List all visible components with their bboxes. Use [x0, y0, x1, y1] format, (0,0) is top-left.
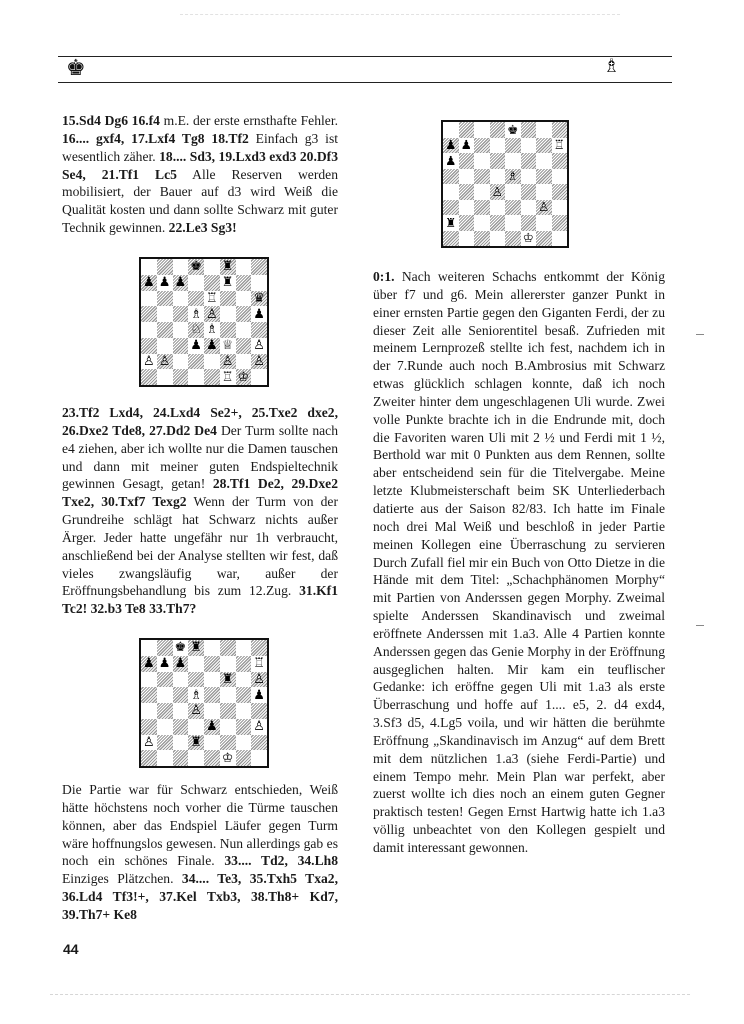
black-pawn-icon: ♟ — [253, 306, 265, 322]
board-square — [220, 750, 236, 766]
board-square — [157, 672, 173, 688]
board-square — [459, 169, 475, 185]
board-square — [220, 656, 236, 672]
board-square — [536, 153, 552, 169]
chess-notation: 0:1. — [373, 269, 395, 284]
black-rook-icon: ♜ — [221, 275, 234, 291]
board-square — [157, 687, 173, 703]
board-square — [474, 169, 490, 185]
black-rook-icon: ♜ — [190, 734, 202, 750]
white-pawn-icon: ♙ — [253, 671, 265, 687]
board-square — [521, 215, 537, 231]
board-square — [459, 231, 475, 247]
board-square — [173, 640, 189, 656]
board-square — [521, 184, 537, 200]
left-paragraph-3 — [62, 781, 338, 924]
board-square — [220, 703, 236, 719]
board-square — [188, 369, 204, 385]
chess-notation: 33.... Td2, 34.Lh8 — [224, 853, 338, 869]
board-square — [173, 369, 189, 385]
white-rook-icon: ♖ — [253, 656, 265, 672]
board-square — [490, 138, 506, 154]
commentary-text: m.E. der erste ernsthafte Fehler. — [159, 113, 338, 128]
board-square — [505, 122, 521, 138]
paragraph-text — [62, 781, 338, 924]
board-square — [220, 672, 236, 688]
commentary-text: Einziges Plätzchen. — [62, 871, 182, 887]
board-square — [474, 231, 490, 247]
white-rook-icon: ♖ — [221, 369, 234, 385]
chess-notation: 16.... gxf4, 17.Lxf4 Tg8 18.Tf2 — [62, 130, 249, 146]
board-square — [251, 354, 267, 370]
board-square — [157, 259, 173, 275]
board-square — [220, 354, 236, 370]
board-square — [204, 306, 220, 322]
black-pawn-icon: ♟ — [174, 656, 187, 672]
board-square — [443, 169, 459, 185]
board-square — [443, 122, 459, 138]
board-square — [251, 259, 267, 275]
scan-edge-bottom — [50, 994, 690, 995]
board-square — [251, 322, 267, 338]
board-square — [251, 640, 267, 656]
left-paragraph-2 — [62, 404, 338, 618]
chess-notation: 18.... Sd3, 19.Lxd3 exd3 20.Df3 Se4, 21.Tf1 Lc5 — [62, 148, 338, 182]
board-square — [536, 231, 552, 247]
board-square — [173, 719, 189, 735]
board-square — [490, 122, 506, 138]
board-square — [157, 703, 173, 719]
board-square — [188, 719, 204, 735]
board-square — [521, 138, 537, 154]
board-square — [204, 291, 220, 307]
board-square — [188, 656, 204, 672]
black-pawn-icon: ♟ — [158, 275, 171, 291]
white-king-icon: ♔ — [221, 750, 234, 766]
board-square — [236, 735, 252, 751]
board-square — [204, 640, 220, 656]
board-square — [204, 656, 220, 672]
board-square — [204, 354, 220, 370]
paragraph-text — [62, 404, 338, 618]
white-knight-icon: ♘ — [190, 322, 202, 338]
board-square — [236, 750, 252, 766]
board-square — [220, 719, 236, 735]
board-square — [157, 354, 173, 370]
board-square — [173, 656, 189, 672]
board-square — [141, 322, 157, 338]
board-square — [188, 275, 204, 291]
chess-diagram-3 — [441, 120, 569, 248]
board-square — [251, 338, 267, 354]
board-square — [443, 184, 459, 200]
board-square — [157, 369, 173, 385]
board-square — [173, 291, 189, 307]
white-queen-icon: ♕ — [221, 338, 234, 354]
board-square — [141, 354, 157, 370]
board-square — [490, 215, 506, 231]
board-square — [443, 200, 459, 216]
board-square — [141, 750, 157, 766]
board-square — [173, 306, 189, 322]
board-square — [204, 338, 220, 354]
chess-notation: 23.Tf2 Lxd4, 24.Lxd4 Se2+, 25.Txe2 dxe2, 26.Dxe2 Tde8, 27.Dd2 De4 — [62, 405, 338, 438]
black-rook-icon: ♜ — [221, 671, 234, 687]
board-square — [490, 184, 506, 200]
board-square — [521, 231, 537, 247]
white-bishop-icon: ♗ — [190, 687, 202, 703]
white-bishop-icon: ♗ — [507, 168, 519, 183]
commentary-text: Wenn der Turm von der Grundreihe schlägt hat Schwarz nichts außer Ärger. Jeder hatte ungefähr nur 1h verbraucht, anschließend bei der Analyse stellten wir fest, daß vieles zwangsläufig war, außer der Eröffnungsbehandlung bis zum 12.Zug. — [62, 494, 338, 599]
board-square — [157, 750, 173, 766]
king-icon: ♚ — [66, 56, 86, 81]
board-square — [236, 275, 252, 291]
white-pawn-icon: ♙ — [206, 306, 218, 322]
board-square — [204, 687, 220, 703]
board-square — [505, 184, 521, 200]
board-square — [251, 687, 267, 703]
board-square — [157, 656, 173, 672]
white-pawn-icon: ♙ — [491, 183, 503, 199]
board-square — [220, 338, 236, 354]
board-square — [141, 687, 157, 703]
commentary-text: Alle Reserven werden mobilisiert, der Bauer auf d3 wird Weiß die Qualität kosten und dann sollte Schwarz mit guter Technik gewinnen. — [62, 166, 338, 236]
board-square — [220, 322, 236, 338]
board-square — [459, 184, 475, 200]
board-square — [521, 169, 537, 185]
white-bishop-icon: ♗ — [206, 322, 218, 338]
black-pawn-icon: ♟ — [190, 338, 202, 354]
board-square — [157, 735, 173, 751]
board-square — [220, 306, 236, 322]
board-square — [490, 200, 506, 216]
board-square — [173, 703, 189, 719]
board-square — [251, 306, 267, 322]
board-square — [173, 735, 189, 751]
paragraph-text — [373, 268, 665, 857]
page-number: 44 — [63, 941, 79, 957]
black-pawn-icon: ♟ — [158, 656, 171, 672]
board-square — [141, 259, 157, 275]
board-square — [157, 719, 173, 735]
black-queen-icon: ♛ — [253, 290, 265, 306]
board-square — [236, 306, 252, 322]
board-square — [251, 703, 267, 719]
board-square — [536, 138, 552, 154]
board-square — [505, 169, 521, 185]
black-king-icon: ♚ — [190, 259, 202, 275]
board-square — [236, 719, 252, 735]
board-square — [188, 306, 204, 322]
board-square — [204, 369, 220, 385]
board-square — [552, 153, 568, 169]
board-square — [188, 687, 204, 703]
board-square — [188, 735, 204, 751]
chess-notation: 28.Tf1 De2, 29.Dxe2 Txe2, 30.Txf7 Texg2 — [62, 476, 338, 510]
board-square — [188, 703, 204, 719]
board-square — [188, 338, 204, 354]
board-square — [220, 687, 236, 703]
board-square — [443, 215, 459, 231]
board-square — [204, 672, 220, 688]
board-square — [204, 750, 220, 766]
board-square — [443, 231, 459, 247]
board-square — [236, 369, 252, 385]
white-pawn-icon: ♙ — [221, 353, 234, 369]
header-rule-top — [58, 56, 672, 57]
board-square — [474, 138, 490, 154]
commentary-text: Der Turm sollte nach e4 ziehen, aber ich wollte nur die Damen tauschen und dann mit meiner guten Endspieltechnik gewinnen Gesagt, getan! — [62, 422, 338, 492]
board-square — [443, 153, 459, 169]
board-square — [251, 275, 267, 291]
white-king-icon: ♔ — [237, 369, 250, 385]
black-pawn-icon: ♟ — [174, 275, 187, 291]
black-rook-icon: ♜ — [190, 640, 202, 656]
black-pawn-icon: ♟ — [445, 137, 457, 152]
board-square — [141, 719, 157, 735]
left-paragraph-1 — [62, 112, 338, 237]
board-square — [204, 719, 220, 735]
board-square — [459, 138, 475, 154]
board-square — [173, 672, 189, 688]
board-square — [474, 215, 490, 231]
board-square — [459, 200, 475, 216]
black-pawn-icon: ♟ — [206, 338, 218, 354]
board-square — [204, 703, 220, 719]
board-square — [220, 369, 236, 385]
board-square — [536, 200, 552, 216]
chess-notation: 31.Kf1 Tc2! 32.b3 Te8 33.Th7? — [62, 583, 338, 617]
board-square — [173, 750, 189, 766]
board-square — [220, 259, 236, 275]
board-square — [173, 687, 189, 703]
board-square — [251, 656, 267, 672]
margin-mark — [696, 334, 704, 335]
black-pawn-icon: ♟ — [206, 719, 218, 735]
black-pawn-icon: ♟ — [253, 687, 265, 703]
white-pawn-icon: ♙ — [253, 353, 265, 369]
chess-notation: 34.... Te3, 35.Txh5 Txa2, 36.Ld4 Tf3!+, 37.Kel Txb3, 38.Th8+ Kd7, 39.Th7+ Ke8 — [62, 871, 338, 922]
board-square — [188, 750, 204, 766]
board-square — [141, 338, 157, 354]
white-pawn-icon: ♙ — [190, 703, 202, 719]
board-square — [490, 231, 506, 247]
board-square — [236, 354, 252, 370]
board-square — [173, 338, 189, 354]
board-square — [505, 215, 521, 231]
board-square — [157, 322, 173, 338]
board-square — [173, 354, 189, 370]
board-square — [251, 369, 267, 385]
board-square — [220, 735, 236, 751]
board-square — [552, 184, 568, 200]
chess-diagram-1 — [139, 257, 269, 387]
board-square — [220, 291, 236, 307]
board-square — [505, 231, 521, 247]
black-pawn-icon: ♟ — [445, 152, 457, 168]
board-square — [459, 122, 475, 138]
header-rule-bottom — [58, 82, 672, 83]
board-square — [474, 200, 490, 216]
board-square — [220, 275, 236, 291]
board-square — [536, 215, 552, 231]
bishop-icon: ♗ — [603, 55, 621, 77]
board-square — [141, 275, 157, 291]
board-square — [236, 640, 252, 656]
board-square — [141, 369, 157, 385]
board-square — [521, 200, 537, 216]
board-square — [251, 291, 267, 307]
board-square — [188, 354, 204, 370]
board-square — [443, 138, 459, 154]
board-square — [552, 122, 568, 138]
white-bishop-icon: ♗ — [190, 306, 202, 322]
board-square — [220, 640, 236, 656]
white-pawn-icon: ♙ — [253, 338, 265, 354]
board-square — [236, 291, 252, 307]
black-king-icon: ♚ — [507, 121, 519, 137]
chess-notation: 15.Sd4 Dg6 16.f4 — [62, 113, 160, 128]
board-square — [141, 306, 157, 322]
black-pawn-icon: ♟ — [460, 137, 472, 152]
board-square — [157, 275, 173, 291]
board-square — [204, 735, 220, 751]
commentary-text: Einfach g3 ist wesentlich zäher. — [62, 130, 339, 164]
board-square — [188, 672, 204, 688]
white-rook-icon: ♖ — [553, 137, 565, 152]
board-square — [251, 672, 267, 688]
white-rook-icon: ♖ — [206, 290, 218, 306]
board-square — [236, 703, 252, 719]
scan-edge-top — [180, 14, 620, 15]
board-square — [141, 735, 157, 751]
board-square — [490, 153, 506, 169]
board-square — [188, 259, 204, 275]
board-square — [552, 138, 568, 154]
board-square — [552, 215, 568, 231]
black-king-icon: ♚ — [174, 640, 187, 656]
chess-notation: 22.Le3 Sg3! — [168, 220, 237, 236]
board-square — [188, 640, 204, 656]
board-square — [459, 153, 475, 169]
board-square — [490, 169, 506, 185]
board-square — [236, 672, 252, 688]
margin-mark — [696, 625, 704, 626]
commentary-text: Nach weiteren Schachs entkommt der König über f7 und g6. Mein allererster ganzer Punkt in einer ernsten Partie gegen den Giganten Ferdi, der zu dieser Zeit alle Seniorentitel besaß. Zufrieden mit meinem Lernprozeß stellte ich fest, nachdem ich in der 7.Runde auch noch B.Ambrosius mit Schwarz etwas glücklich schlagen konnte, daß ich noch Zweiter hinter dem ungeschlagenen Uli wurde. Zwei volle Punkte brachte ich in die Endrunde mit, doch die Favoriten waren Uli mit 2 ½ und Ferdi mit 1 ½, Berthold war mit 0 Punkten aus dem Rennen, sollte aber entscheidend sein für die Titelvergabe. Meine letzte Klubmeisterschaft beim SK Unterliederbach datierte aus der Saison 82/83. Ich hatte im Finale noch drei Mal Weiß und beschloß in jeder Partie meinen Kollegen eine Überraschung zu servieren Durch Zufall fiel mir ein Buch von Otto Dietze in die Hände mit dem Titel: „Schachphänomen Morphy“ mit Partien von Anderssen gegen Morphy. Zweimal spielte Anderssen Skandinavisch und zweimal eröffnete Anderssen mit 1.a3. Alle 4 Partien konnte Anderssen gegen das Genie Morphy in der Eröffnung ausgeglichen halten. Mir kam ein teuflischer Gedanke: ich eröffne gegen Uli mit 1.a3 als erste Überraschung und hoffe auf 1.... e5, 2. d4 exd4, 3.Sf3 d5, 4.Lg5 voila, und wir hätten die berühmte Eröffnung „Skandinavisch im Anzug“ auf dem Brett mit dem nützlichen 1.a3 (siehe Ferdi-Partie) und einem Tempo mehr. Mein Plan war perfekt, aber zuerst wollte ich dies noch an einem guten Gegner praktisch testen! Gegen Ernst Hartwig hatte ich 1.a3 völlig unbeachtet von den Kollegen gespielt und damit interessant gewonnen. — [373, 269, 665, 855]
board-square — [536, 169, 552, 185]
board-square — [157, 291, 173, 307]
white-king-icon: ♔ — [522, 230, 534, 245]
board-square — [141, 656, 157, 672]
board-square — [188, 322, 204, 338]
board-square — [204, 322, 220, 338]
board-square — [474, 153, 490, 169]
board-square — [157, 338, 173, 354]
board-square — [236, 656, 252, 672]
board-square — [521, 122, 537, 138]
board-square — [552, 200, 568, 216]
commentary-text: Die Partie war für Schwarz entschieden, Weiß hätte höchstens noch vorher die Türme tauschen können, aber das Endspiel Läufer gegen Turm wäre hoffnungslos gewesen. Nun allerdings gab es noch ein schönes Finale. — [62, 782, 338, 869]
white-pawn-icon: ♙ — [538, 199, 550, 214]
board-square — [173, 275, 189, 291]
board-square — [505, 138, 521, 154]
board-square — [505, 200, 521, 216]
right-paragraph-1 — [373, 268, 665, 857]
board-square — [536, 184, 552, 200]
white-pawn-icon: ♙ — [158, 353, 171, 369]
board-square — [157, 306, 173, 322]
board-square — [204, 259, 220, 275]
black-rook-icon: ♜ — [221, 259, 234, 275]
board-square — [141, 291, 157, 307]
board-square — [141, 703, 157, 719]
board-square — [173, 322, 189, 338]
board-square — [236, 259, 252, 275]
black-rook-icon: ♜ — [445, 214, 457, 230]
board-square — [459, 215, 475, 231]
board-square — [173, 259, 189, 275]
board-square — [552, 231, 568, 247]
board-square — [157, 640, 173, 656]
white-pawn-icon: ♙ — [253, 719, 265, 735]
board-square — [141, 672, 157, 688]
board-square — [251, 735, 267, 751]
black-pawn-icon: ♟ — [143, 275, 155, 291]
board-square — [251, 719, 267, 735]
board-square — [536, 122, 552, 138]
board-square — [251, 750, 267, 766]
chess-diagram-2 — [139, 638, 269, 768]
board-square — [236, 322, 252, 338]
white-pawn-icon: ♙ — [143, 734, 155, 750]
board-square — [236, 687, 252, 703]
board-square — [474, 184, 490, 200]
board-square — [236, 338, 252, 354]
board-square — [474, 122, 490, 138]
board-square — [141, 640, 157, 656]
board-square — [188, 291, 204, 307]
board-square — [521, 153, 537, 169]
black-pawn-icon: ♟ — [143, 656, 155, 672]
board-square — [204, 275, 220, 291]
board-square — [505, 153, 521, 169]
white-pawn-icon: ♙ — [143, 353, 155, 369]
paragraph-text — [62, 112, 338, 237]
board-square — [552, 169, 568, 185]
